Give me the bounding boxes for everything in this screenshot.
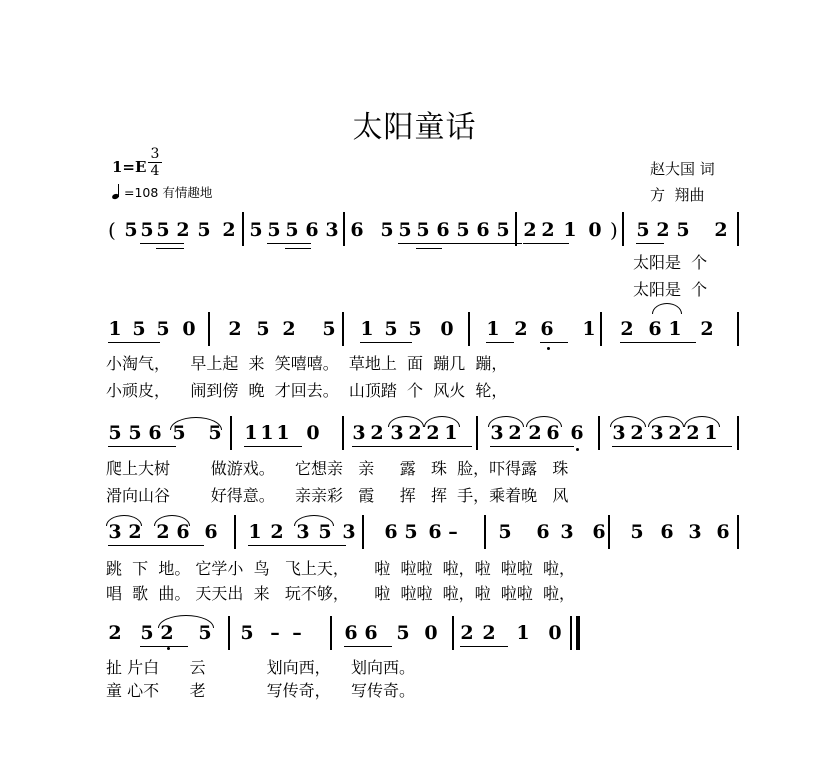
r1-note: 3 — [325, 219, 339, 241]
r1-barline — [343, 212, 345, 246]
r3-note: 2 — [528, 422, 542, 444]
r4-note: 2 — [270, 521, 284, 543]
r2-beam-underline — [648, 342, 696, 343]
r5-barline — [330, 616, 332, 650]
r1-note: 0 — [588, 219, 602, 241]
meter-bottom: 4 — [150, 163, 160, 179]
r4-note: 6 — [536, 521, 550, 543]
r4-note: 3 — [688, 521, 702, 543]
r2-note: 1 — [360, 318, 374, 340]
r3-tie-slur — [526, 416, 562, 427]
r2-beam-underline — [486, 342, 514, 343]
r3-note: 1 — [444, 422, 458, 444]
r3-note: 2 — [370, 422, 384, 444]
r2-beam-underline — [108, 342, 160, 343]
r5-note: 5 — [240, 622, 254, 644]
r4-tie-slur — [294, 515, 334, 526]
r5-beam-underline — [460, 646, 508, 647]
r2-note: 1 — [582, 318, 596, 340]
r2-barline — [468, 312, 470, 346]
r5-note: 5 — [140, 622, 154, 644]
r3-barline — [476, 416, 478, 450]
r3-note: 2 — [630, 422, 644, 444]
r5-note: 2 — [108, 622, 122, 644]
r5-tie-slur — [158, 615, 214, 628]
r1-note: 2 — [714, 219, 728, 241]
lyric-row1-line2: 太阳是 个 — [633, 280, 708, 299]
r4-note: 3 — [342, 521, 356, 543]
r2-note: 1 — [486, 318, 500, 340]
lyric-row5-line2: 童 心不 老 写传奇， 写传奇。 — [106, 681, 415, 700]
r3-beam-underline — [390, 446, 472, 447]
r3-note: 3 — [490, 422, 504, 444]
r4-note: 3 — [108, 521, 122, 543]
r1-barline — [622, 212, 624, 246]
r1-barline — [242, 212, 244, 246]
r2-beam-underline — [540, 342, 568, 343]
lyricist: 赵大国 词 — [650, 160, 715, 178]
r2-barline — [342, 312, 344, 346]
r5-beam-underline — [140, 646, 188, 647]
r5-note: 5 — [396, 622, 410, 644]
r2-note: 2 — [620, 318, 634, 340]
r4-note: 2 — [128, 521, 142, 543]
credits — [650, 156, 715, 208]
r4-beam-underline — [248, 545, 296, 546]
r4-tie-slur — [154, 515, 190, 526]
r3-tie-slur — [170, 417, 222, 430]
r1-beam-underline — [523, 243, 569, 244]
r2-note: 5 — [384, 318, 398, 340]
time-signature — [147, 146, 163, 179]
r1-beam-underline — [636, 243, 664, 244]
r1-note: 5 — [285, 219, 299, 241]
r1-note: 5 — [267, 219, 281, 241]
lyric-row1-line1: 太阳是 个 — [633, 253, 708, 272]
quarter-note-icon — [112, 185, 124, 199]
r3-tie-slur — [648, 416, 684, 427]
r1-beam-underline — [140, 243, 184, 244]
r1-paren: ) — [610, 218, 618, 242]
r3-note: 6 — [148, 422, 162, 444]
r3-note: 2 — [668, 422, 682, 444]
r5-note: 1 — [516, 622, 530, 644]
r2-note: 2 — [282, 318, 296, 340]
r3-note: 3 — [390, 422, 404, 444]
r3-note: 3 — [612, 422, 626, 444]
r4-note: 3 — [296, 521, 310, 543]
r1-note: 6 — [436, 219, 450, 241]
r4-note: 6 — [204, 521, 218, 543]
r3-octave-dot — [576, 448, 579, 451]
r2-note: 0 — [440, 318, 454, 340]
r5-beam-underline — [344, 646, 392, 647]
r5-note: – — [292, 622, 302, 644]
r3-tie-slur — [424, 416, 460, 427]
r5-octave-dot — [167, 647, 170, 650]
r3-note: 5 — [172, 422, 186, 444]
r4-note: 6 — [384, 521, 398, 543]
r2-barline — [737, 312, 739, 346]
r4-note: 5 — [498, 521, 512, 543]
r1-note: 6 — [476, 219, 490, 241]
r2-note: 6 — [648, 318, 662, 340]
r1-note: 5 — [124, 219, 138, 241]
r3-note: 2 — [408, 422, 422, 444]
r4-beam-underline — [156, 545, 204, 546]
r2-note: 0 — [182, 318, 196, 340]
r1-beam-underline — [416, 248, 442, 249]
r1-note: 5 — [416, 219, 430, 241]
r5-note: – — [270, 622, 280, 644]
r1-note: 5 — [398, 219, 412, 241]
r3-note: 1 — [260, 422, 274, 444]
r3-note: 2 — [508, 422, 522, 444]
r3-note: 0 — [306, 422, 320, 444]
r3-note: 1 — [276, 422, 290, 444]
r4-beam-underline — [296, 545, 346, 546]
r4-note: – — [448, 521, 458, 543]
r4-note: 5 — [630, 521, 644, 543]
r5-barline — [452, 616, 454, 650]
r1-paren: ( — [108, 218, 116, 242]
r5-barline — [576, 616, 580, 650]
lyric-row5-line1: 扯 片白 云 划向西， 划向西。 — [106, 658, 415, 677]
r3-tie-slur — [610, 416, 646, 427]
r1-note: 5 — [197, 219, 211, 241]
r3-barline — [230, 416, 232, 450]
r3-note: 2 — [426, 422, 440, 444]
r1-note: 2 — [222, 219, 236, 241]
r3-beam-underline — [650, 446, 732, 447]
r1-barline — [737, 212, 739, 246]
r1-beam-underline — [267, 243, 311, 244]
r4-note: 2 — [156, 521, 170, 543]
r3-beam-underline — [244, 446, 302, 447]
r5-note: 2 — [160, 622, 174, 644]
r4-barline — [737, 515, 739, 549]
key-signature: 1=E — [112, 158, 147, 176]
r2-note: 6 — [540, 318, 554, 340]
r3-beam-underline — [128, 446, 176, 447]
r2-note: 1 — [108, 318, 122, 340]
r4-barline — [608, 515, 610, 549]
lyric-row4-line2: 唱 歌 曲。 天天出 来 玩不够， 啦 啦啦 啦，啦 啦啦 啦， — [106, 584, 575, 603]
r1-note: 5 — [676, 219, 690, 241]
r3-note: 1 — [704, 422, 718, 444]
r5-barline — [570, 616, 572, 650]
r3-note: 5 — [208, 422, 222, 444]
r3-note: 1 — [244, 422, 258, 444]
r2-note: 2 — [514, 318, 528, 340]
r3-tie-slur — [684, 416, 720, 427]
lyric-row3-line1: 爬上大树 做游戏。 它想亲 亲 露 珠 脸，吓得露 珠 — [106, 459, 569, 478]
r1-beam-underline — [285, 248, 311, 249]
r3-note: 2 — [686, 422, 700, 444]
r1-note: 2 — [656, 219, 670, 241]
r1-note: 5 — [249, 219, 263, 241]
r3-note: 5 — [128, 422, 142, 444]
r3-note: 6 — [546, 422, 560, 444]
r1-note: 6 — [350, 219, 364, 241]
r1-note: 6 — [305, 219, 319, 241]
r3-note: 6 — [570, 422, 584, 444]
r4-note: 6 — [428, 521, 442, 543]
r3-barline — [737, 416, 739, 450]
r1-note: 2 — [541, 219, 555, 241]
r4-note: 5 — [404, 521, 418, 543]
r1-note: 5 — [636, 219, 650, 241]
lyric-row2-line1: 小淘气， 早上起 来 笑嘻嘻。 草地上 面 蹦几 蹦， — [106, 354, 508, 373]
r1-note: 2 — [523, 219, 537, 241]
r2-note: 5 — [132, 318, 146, 340]
lyric-row2-line2: 小顽皮， 闹到傍 晚 才回去。 山顶踏 个 风火 轮， — [106, 381, 508, 400]
r4-barline — [362, 515, 364, 549]
r4-note: 6 — [660, 521, 674, 543]
r4-note: 6 — [716, 521, 730, 543]
composer: 方 翔曲 — [650, 186, 705, 204]
r4-note: 3 — [560, 521, 574, 543]
lyric-row4-line1: 跳 下 地。 它学小 鸟 飞上天， 啦 啦啦 啦，啦 啦啦 啦， — [106, 559, 575, 578]
song-title: 太阳童话 — [352, 110, 477, 145]
r5-note: 2 — [460, 622, 474, 644]
r1-note: 2 — [176, 219, 190, 241]
tempo-expression: 有情趣地 — [162, 185, 213, 200]
r4-tie-slur — [106, 515, 142, 526]
r4-note: 1 — [248, 521, 262, 543]
r3-note: 5 — [108, 422, 122, 444]
r5-barline — [228, 616, 230, 650]
r5-note: 6 — [344, 622, 358, 644]
r2-barline — [208, 312, 210, 346]
r5-note: 2 — [482, 622, 496, 644]
r2-note: 5 — [156, 318, 170, 340]
r1-barline — [515, 212, 517, 246]
r2-tie-slur — [652, 303, 682, 314]
r3-tie-slur — [488, 416, 524, 427]
r1-note: 1 — [563, 219, 577, 241]
r5-note: 6 — [364, 622, 378, 644]
r1-note: 5 — [496, 219, 510, 241]
r3-beam-underline — [528, 446, 574, 447]
r2-beam-underline — [360, 342, 412, 343]
tempo-value: =108 — [124, 185, 159, 200]
r2-note: 5 — [322, 318, 336, 340]
lyric-row3-line2: 滑向山谷 好得意。 亲亲彩 霞 挥 挥 手，乘着晚 风 — [106, 486, 569, 505]
r1-note: 5 — [140, 219, 154, 241]
r1-beam-underline — [156, 248, 184, 249]
r1-note: 5 — [456, 219, 470, 241]
meter-top: 3 — [150, 146, 160, 162]
r2-note: 1 — [668, 318, 682, 340]
r2-octave-dot — [547, 347, 550, 350]
r2-barline — [600, 312, 602, 346]
r1-note: 5 — [380, 219, 394, 241]
r3-barline — [342, 416, 344, 450]
r4-note: 5 — [318, 521, 332, 543]
r5-note: 5 — [198, 622, 212, 644]
r4-note: 6 — [176, 521, 190, 543]
r2-note: 2 — [700, 318, 714, 340]
r4-note: 6 — [592, 521, 606, 543]
r4-beam-underline — [108, 545, 156, 546]
r3-tie-slur — [388, 416, 424, 427]
r3-barline — [598, 416, 600, 450]
r2-note: 5 — [408, 318, 422, 340]
r5-note: 0 — [424, 622, 438, 644]
r4-barline — [484, 515, 486, 549]
r5-note: 0 — [548, 622, 562, 644]
tempo-marking — [112, 183, 212, 201]
r1-note: 5 — [156, 219, 170, 241]
r2-note: 5 — [256, 318, 270, 340]
r3-note: 3 — [352, 422, 366, 444]
r4-barline — [234, 515, 236, 549]
r2-note: 2 — [228, 318, 242, 340]
r3-note: 3 — [650, 422, 664, 444]
